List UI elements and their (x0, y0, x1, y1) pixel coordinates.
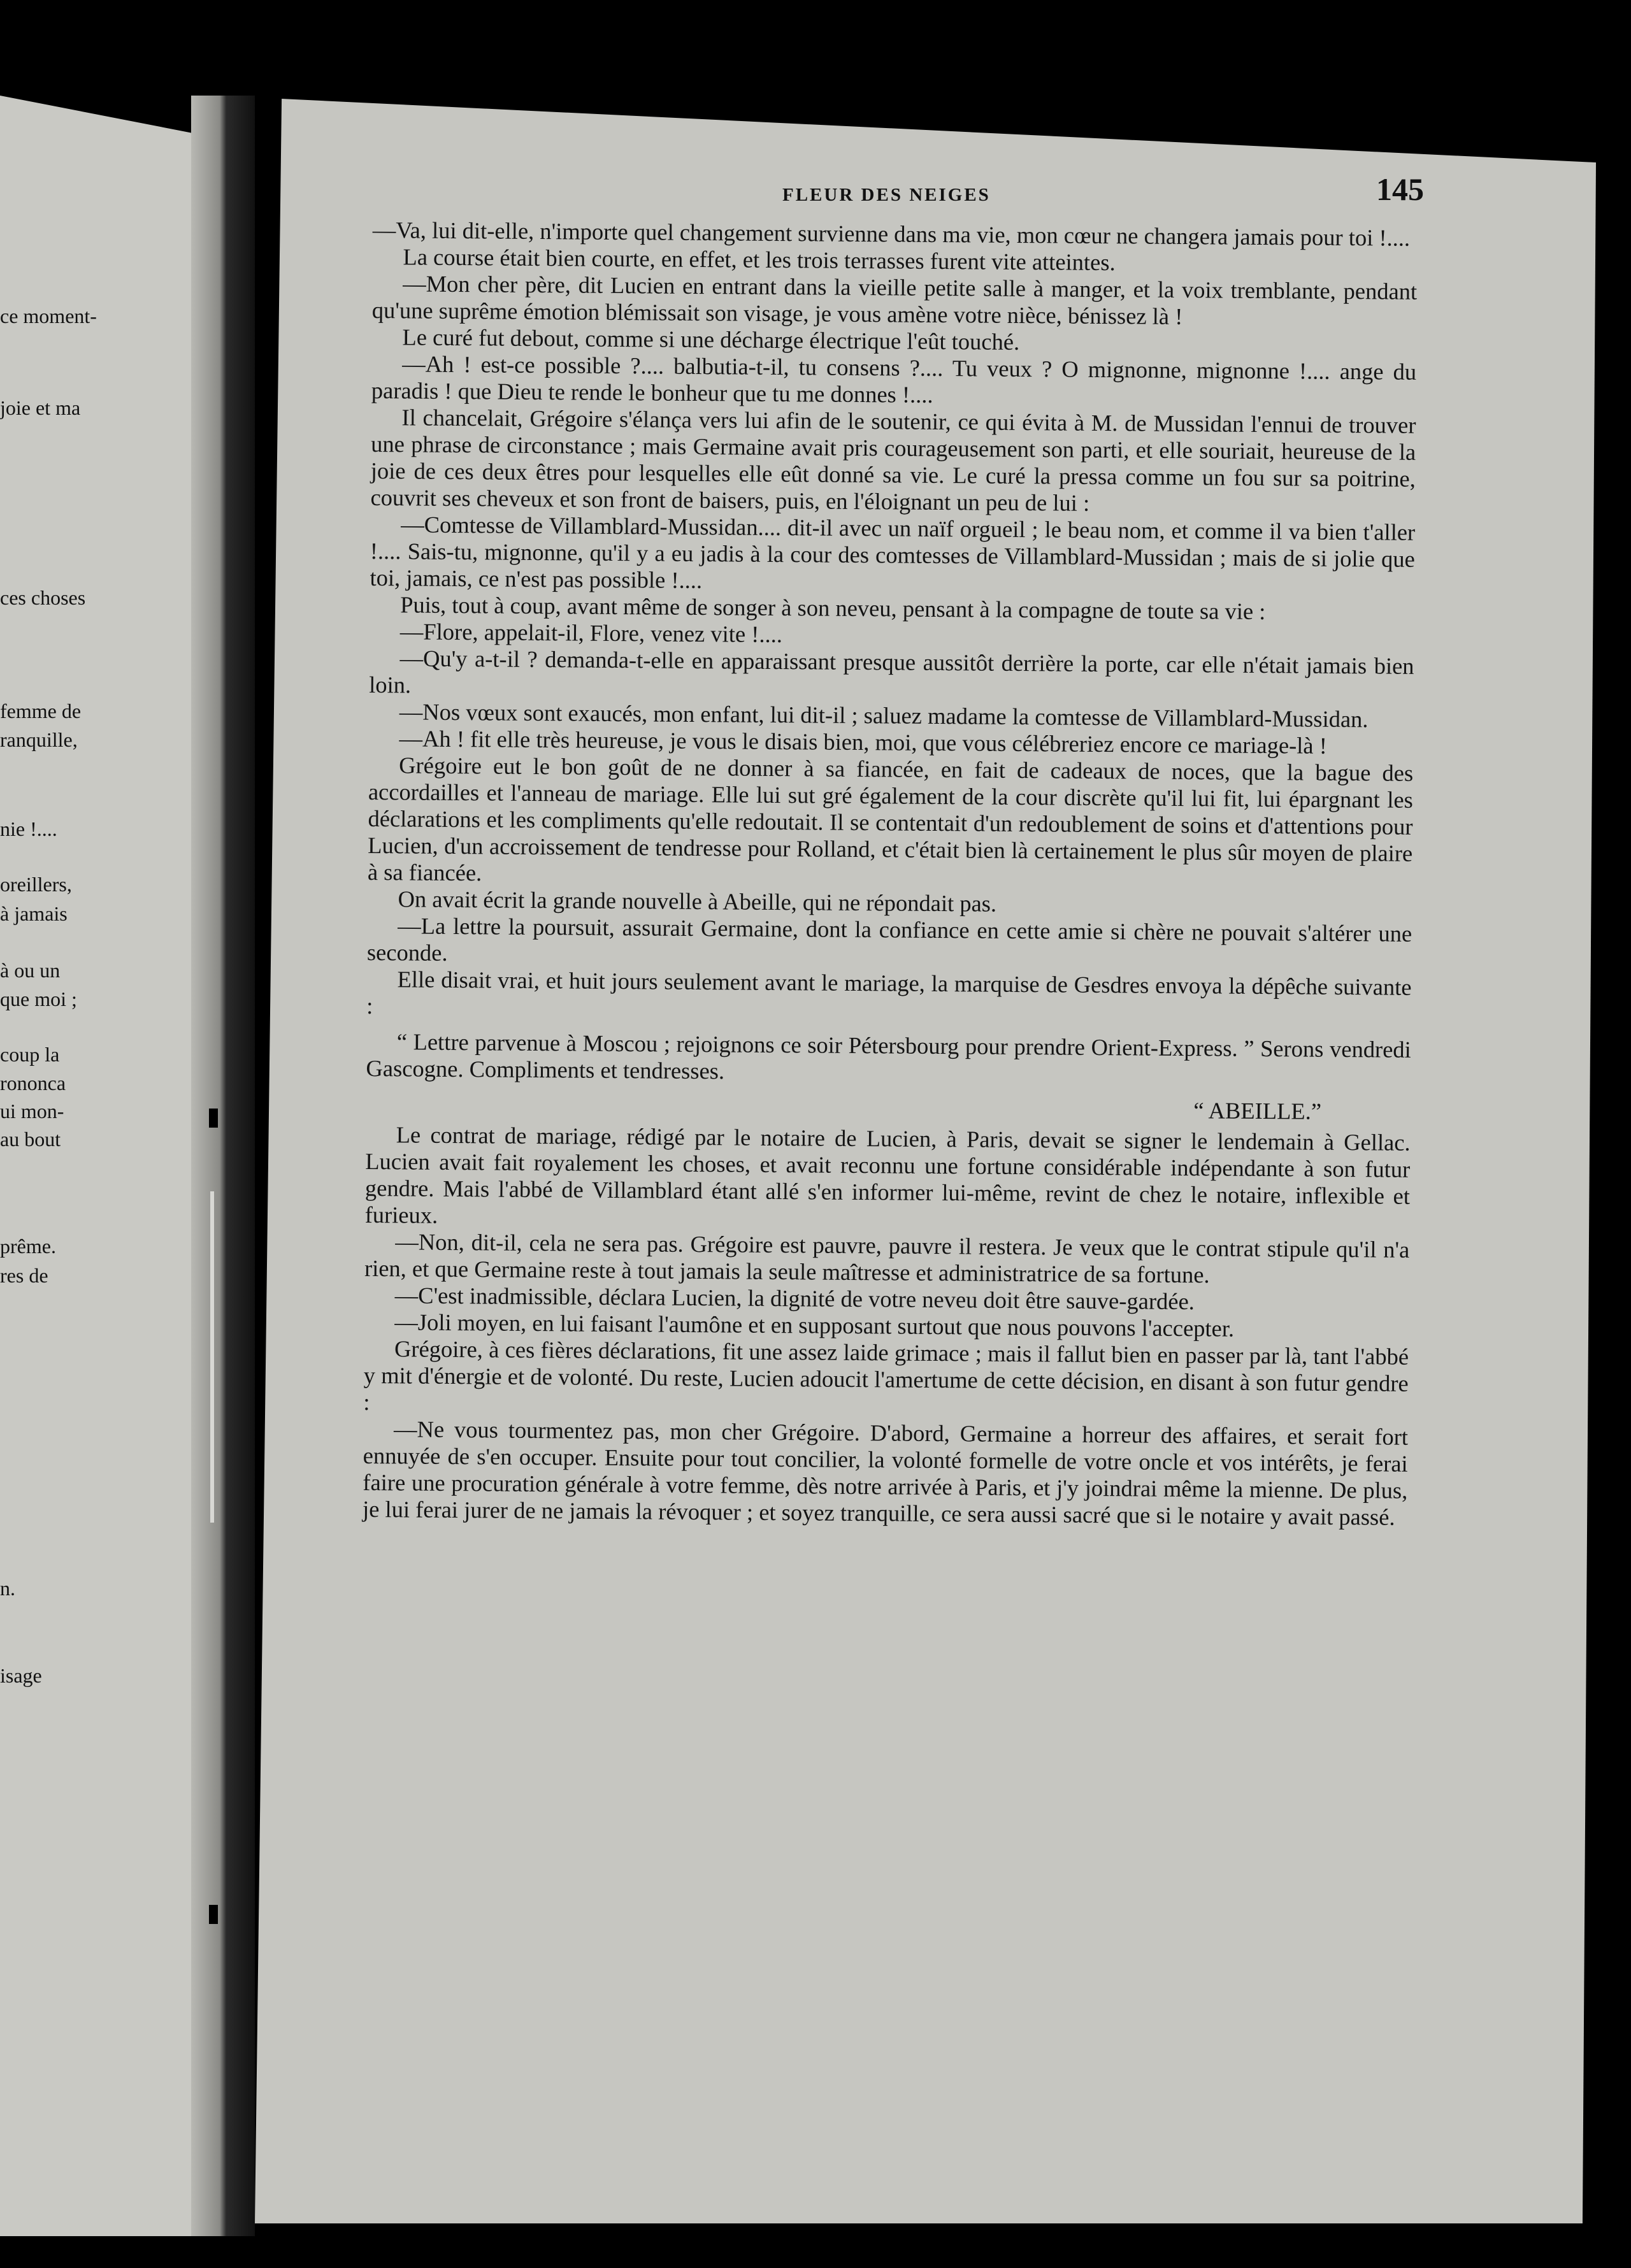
left-page-fragment: ui mon- (0, 1100, 64, 1123)
paragraph: —Ne vous tourmentez pas, mon cher Grégoire. D'abord, Germaine a horreur des affaires, et serait fort ennuyée de s'en occuper. Ensuite pour tout concilier, la volonté formelle de votre oncle et vos intérêts, je ferai faire une procuration générale à votre femme, dès notre arrivée à Paris, et j'y joindrai même la mienne. De plus, je lui ferai jurer de ne jamais la révoquer ; et soyez tranquille, ce sera aussi sacré que si le notaire y avait passé. (362, 1416, 1409, 1530)
paragraph: Le curé fut debout, comme si une décharge électrique l'eût touché. (402, 324, 1020, 355)
binding-stitch (209, 1109, 218, 1128)
paragraph: —Non, dit-il, cela ne sera pas. Grégoire est pauvre, pauvre il restera. Je veux que le contrat stipule qu'il n'a rien, et que Germaine reste à tout jamais la seule maîtresse et administratrice de sa fortune. (364, 1228, 1410, 1288)
left-page-fragment: prême. (0, 1235, 56, 1258)
page-number: 145 (1376, 171, 1424, 207)
book-spine (191, 96, 255, 2236)
paragraph: —Joli moyen, en lui faisant l'aumône et en supposant surtout que nous pouvons l'accepter. (394, 1309, 1235, 1342)
paragraph: —Ah ! fit elle très heureuse, je vous le disais bien, moi, que vous célébreriez encore ce mariage-là ! (399, 725, 1328, 759)
paragraph: —Qu'y a-t-il ? demanda-t-elle en apparaissant presque aussitôt derrière la porte, car elle n'était jamais bien loin. (369, 645, 1414, 698)
left-page-fragment: res de (0, 1264, 48, 1287)
paragraph: Grégoire eut le bon goût de ne donner à sa fiancée, en fait de cadeaux de noces, que la bague des accordailles et l'anneau de mariage. Elle lui sut gré également de la cour discrète qu'il lui fit, lui épargnant les déclarations et les compliments qu'elle redoutait. Il se contentait d'un redoublement de soins et d'attentions pour Lucien, d'un accroissement de tendresse pour Rolland, et c'était bien là certainement le plus sûr moyen de plaire à sa fiancée. (367, 752, 1414, 886)
left-page-fragment: femme de (0, 700, 82, 722)
paragraph: Il chancelait, Grégoire s'élança vers lui afin de le soutenir, ce qui évita à M. de Mussidan l'ennui de trouver une phrase de circonstance ; mais Germaine avait pris courageusement son parti, et elle souriait, heureuse de la joie de ces deux êtres pour lesquelles elle eût donné sa vie. Le curé la pressa comme un fou sur sa poitrine, couvrit ses cheveux et son front de baisers, puis, en l'éloignant un peu de lui : (370, 404, 1416, 516)
paragraph: Elle disait vrai, et huit jours seulement avant le mariage, la marquise de Gesdres envoya la dépêche suivante : (366, 966, 1412, 1019)
paragraph: Le contrat de mariage, rédigé par le notaire de Lucien, à Paris, devait se signer le lendemain à Gellac. Lucien avait fait royalement les choses, et avait reconnu une fortune considérable indépendante à son futur gendre. Mais l'abbé de Villamblard étant allé s'en informer lui-même, revint de chez le notaire, inflexible et furieux. (364, 1121, 1411, 1228)
left-page-fragment: nie !.... (0, 817, 57, 840)
paragraph: —Mon cher père, dit Lucien en entrant dans la vieille petite salle à manger, et la voix tremblante, pendant qu'une suprême émotion blémissait son visage, je vous amène votre nièce, bénissez là ! (371, 270, 1418, 329)
left-page-fragment: ce moment- (0, 305, 97, 327)
left-page-fragment: ces choses (0, 586, 86, 609)
telegram-text: “ Lettre parvenue à Moscou ; rejoignons ce soir Pétersbourg pour prendre Orient-Express. ” Serons vendredi Gascogne. Compliments et tendresses. (366, 1028, 1411, 1084)
paragraph: On avait écrit la grande nouvelle à Abeille, qui ne répondait pas. (398, 886, 997, 917)
left-page-fragment: ranquille, (0, 728, 78, 751)
paragraph: Grégoire, à ces fières déclarations, fit une assez laide grimace ; mais il fallut bien en passer par là, tant l'abbé y mit d'énergie et de volonté. Du reste, Lucien adoucit l'amertume de cette décision, en disant à son futur gendre : (363, 1335, 1409, 1416)
telegram-signature: “ ABEILLE.” (1193, 1097, 1322, 1124)
paragraph: —C'est inadmissible, déclara Lucien, la dignité de votre neveu doit être sauve-gardée. (394, 1282, 1195, 1315)
left-page-fragment: rononca (0, 1072, 66, 1095)
left-page-fragment: n. (0, 1577, 15, 1600)
binding-thread (210, 1191, 214, 1523)
running-head: FLEUR DES NEIGES (782, 185, 991, 205)
left-page-fragment: isage (0, 1664, 42, 1687)
paragraph: —Comtesse de Villamblard-Mussidan.... dit-il avec un naïf orgueil ; le beau nom, et comme il va bien t'aller !.... Sais-tu, mignonne, qu'il y a eu jadis à la cour des comtesses de Villamblard-Mussidan ; mais de si jolie que toi, jamais, ce n'est pas possible !.... (370, 511, 1416, 594)
body-text (363, 217, 1418, 1531)
left-page-fragment: joie et ma (0, 396, 81, 419)
left-page-fragment: oreillers, (0, 873, 72, 896)
left-page-fragment: coup la (0, 1043, 60, 1066)
paragraph: —Flore, appelait-il, Flore, venez vite !.... (399, 618, 783, 648)
left-page-fragment: que moi ; (0, 987, 77, 1010)
paragraph: Puis, tout à coup, avant même de songer à son neveu, pensant à la compagne de toute sa vie : (400, 591, 1266, 625)
left-page-fragment: à jamais (0, 902, 68, 925)
paragraph: —Va, lui dit-elle, n'importe quel changement survienne dans ma vie, mon cœur ne changera jamais pour toi !.... (372, 217, 1411, 251)
paragraph: —La lettre la poursuit, assurait Germaine, dont la confiance en cette amie si chère ne pouvait s'altérer une seconde. (366, 912, 1412, 966)
paragraph: —Nos vœux sont exaucés, mon enfant, lui dit-il ; saluez madame la comtesse de Villamblard-Mussidan. (399, 698, 1369, 733)
left-page-fragment: à ou un (0, 959, 61, 982)
paragraph: La course était bien courte, en effet, et les trois terrasses furent vite atteintes. (403, 243, 1116, 276)
binding-stitch (209, 1905, 218, 1924)
left-page-fragment: au bout (0, 1128, 61, 1151)
paragraph: —Ah ! est-ce possible ?.... balbutia-t-il, tu consens ?.... Tu veux ? O mignonne, mignonne !.... ange du paradis ! que Dieu te rende le bonheur que tu me donnes !.... (371, 350, 1417, 408)
